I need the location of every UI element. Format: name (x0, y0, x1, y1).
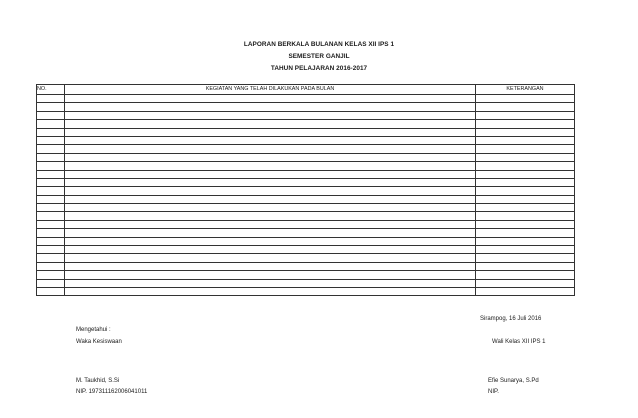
cell-no (37, 262, 65, 270)
cell-keterangan (476, 229, 575, 237)
cell-no (37, 212, 65, 220)
cell-kegiatan (65, 287, 476, 295)
cell-kegiatan (65, 254, 476, 262)
cell-kegiatan (65, 187, 476, 195)
cell-kegiatan (65, 262, 476, 270)
report-semester: SEMESTER GANJIL (288, 53, 350, 60)
table-row (37, 254, 575, 262)
cell-keterangan (476, 237, 575, 245)
table-body (37, 95, 575, 296)
table-row (37, 170, 575, 178)
cell-kegiatan (65, 204, 476, 212)
table-row (37, 287, 575, 295)
cell-keterangan (476, 170, 575, 178)
cell-kegiatan (65, 145, 476, 153)
table-row (37, 195, 575, 203)
cell-no (37, 145, 65, 153)
cell-kegiatan (65, 153, 476, 161)
cell-no (37, 178, 65, 186)
table-row (37, 120, 575, 128)
table-row (37, 162, 575, 170)
cell-no (37, 162, 65, 170)
table-row (37, 136, 575, 144)
cell-keterangan (476, 178, 575, 186)
cell-keterangan (476, 254, 575, 262)
cell-keterangan (476, 262, 575, 270)
table-row (37, 128, 575, 136)
cell-keterangan (476, 212, 575, 220)
cell-kegiatan (65, 103, 476, 111)
report-table (36, 84, 575, 296)
cell-keterangan (476, 220, 575, 228)
cell-keterangan (476, 271, 575, 279)
table-row (37, 178, 575, 186)
cell-keterangan (476, 187, 575, 195)
cell-no (37, 220, 65, 228)
column-header-no: NO. (37, 85, 65, 95)
right-signatory-nip: NIP. (488, 389, 499, 395)
table-row (37, 103, 575, 111)
cell-keterangan (476, 204, 575, 212)
table-row (37, 220, 575, 228)
cell-kegiatan (65, 237, 476, 245)
cell-no (37, 229, 65, 237)
cell-no (37, 195, 65, 203)
table-row (37, 95, 575, 103)
table-row (37, 204, 575, 212)
cell-kegiatan (65, 220, 476, 228)
cell-kegiatan (65, 170, 476, 178)
right-signatory-role: Wali Kelas XII IPS 1 (492, 339, 546, 345)
place-date: Sirampog, 16 Juli 2016 (480, 316, 542, 322)
cell-keterangan (476, 95, 575, 103)
cell-no (37, 237, 65, 245)
table-row (37, 271, 575, 279)
cell-kegiatan (65, 271, 476, 279)
cell-keterangan (476, 145, 575, 153)
table-row (37, 212, 575, 220)
cell-no (37, 95, 65, 103)
cell-kegiatan (65, 95, 476, 103)
cell-no (37, 279, 65, 287)
cell-kegiatan (65, 128, 476, 136)
cell-no (37, 204, 65, 212)
cell-keterangan (476, 120, 575, 128)
table-row (37, 187, 575, 195)
cell-no (37, 246, 65, 254)
cell-keterangan (476, 279, 575, 287)
table-row (37, 153, 575, 161)
cell-no (37, 187, 65, 195)
cell-keterangan (476, 128, 575, 136)
cell-no (37, 254, 65, 262)
table-row (37, 262, 575, 270)
table-row (37, 237, 575, 245)
cell-kegiatan (65, 136, 476, 144)
table-header-row (37, 85, 575, 95)
left-signatory-role: Waka Kesiswaan (76, 339, 122, 345)
table-row (37, 246, 575, 254)
cell-no (37, 136, 65, 144)
cell-keterangan (476, 103, 575, 111)
cell-kegiatan (65, 246, 476, 254)
cell-keterangan (476, 162, 575, 170)
cell-kegiatan (65, 120, 476, 128)
acknowledged-label: Mengetahui : (76, 327, 111, 333)
cell-no (37, 111, 65, 119)
table-row (37, 279, 575, 287)
cell-no (37, 287, 65, 295)
cell-no (37, 170, 65, 178)
table-row (37, 229, 575, 237)
cell-kegiatan (65, 279, 476, 287)
cell-keterangan (476, 153, 575, 161)
cell-keterangan (476, 195, 575, 203)
cell-no (37, 153, 65, 161)
report-academic-year: TAHUN PELAJARAN 2016-2017 (270, 65, 368, 72)
cell-keterangan (476, 287, 575, 295)
cell-kegiatan (65, 229, 476, 237)
cell-keterangan (476, 136, 575, 144)
table-row (37, 111, 575, 119)
cell-no (37, 128, 65, 136)
left-signatory-nip: NIP. 197311162006041011 (76, 389, 148, 395)
cell-kegiatan (65, 195, 476, 203)
cell-no (37, 103, 65, 111)
cell-no (37, 120, 65, 128)
cell-keterangan (476, 111, 575, 119)
cell-kegiatan (65, 178, 476, 186)
left-signatory-name: M. Taukhid, S.Si (76, 378, 120, 384)
cell-no (37, 271, 65, 279)
column-header-kegiatan: KEGIATAN YANG TELAH DILAKUKAN PADA BULAN (65, 85, 476, 95)
cell-kegiatan (65, 162, 476, 170)
cell-keterangan (476, 246, 575, 254)
column-header-keterangan: KETERANGAN (476, 85, 575, 95)
report-title: LAPORAN BERKALA BULANAN KELAS XII IPS 1 (243, 41, 395, 48)
table-row (37, 145, 575, 153)
right-signatory-name: Efie Sunarya, S.Pd (488, 378, 539, 384)
cell-kegiatan (65, 212, 476, 220)
cell-kegiatan (65, 111, 476, 119)
